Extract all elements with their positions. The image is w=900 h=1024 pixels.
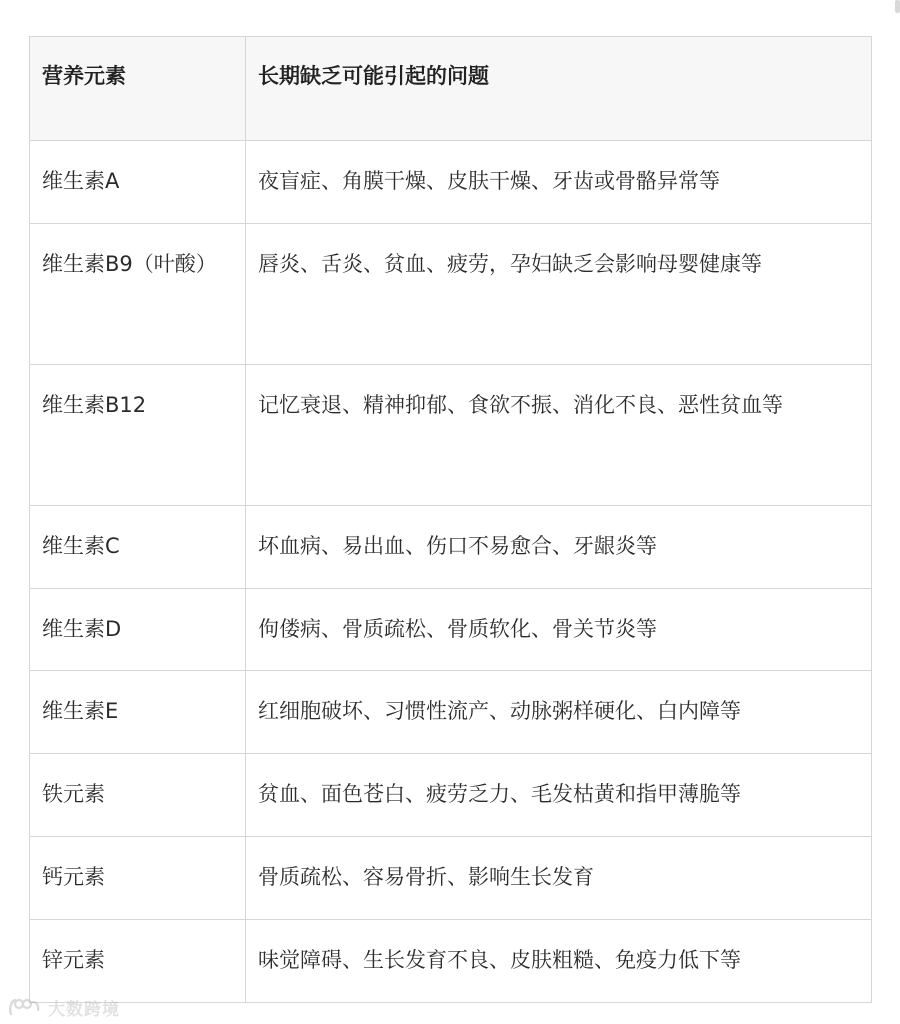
nutrient-cell: 维生素B12 [30, 365, 246, 506]
nutrient-cell: 锌元素 [30, 920, 246, 1003]
scrollbar-thumb[interactable] [895, 0, 900, 13]
problems-cell: 佝偻病、骨质疏松、骨质软化、骨关节炎等 [246, 589, 872, 671]
nutrient-cell: 维生素C [30, 506, 246, 589]
nutrient-deficiency-table [29, 36, 872, 1003]
problems-cell: 唇炎、舌炎、贫血、疲劳，孕妇缺乏会影响母婴健康等 [246, 224, 872, 365]
table-row [30, 837, 872, 920]
table-row [30, 141, 872, 224]
watermark-text: 大数跨境 [48, 999, 120, 1020]
table-row [30, 671, 872, 754]
problems-cell: 夜盲症、角膜干燥、皮肤干燥、牙齿或骨骼异常等 [246, 141, 872, 224]
table-header-row [30, 37, 872, 141]
problems-cell: 味觉障碍、生长发育不良、皮肤粗糙、免疫力低下等 [246, 920, 872, 1003]
nutrient-cell: 维生素B9（叶酸） [30, 224, 246, 365]
table-row [30, 224, 872, 365]
logo-icon [8, 996, 42, 1018]
problems-cell: 红细胞破坏、习惯性流产、动脉粥样硬化、白内障等 [246, 671, 872, 754]
table-row [30, 754, 872, 837]
nutrient-cell: 维生素E [30, 671, 246, 754]
table-row [30, 365, 872, 506]
problems-cell: 记忆衰退、精神抑郁、食欲不振、消化不良、恶性贫血等 [246, 365, 872, 506]
header-problems: 长期缺乏可能引起的问题 [246, 37, 872, 141]
problems-cell: 骨质疏松、容易骨折、影响生长发育 [246, 837, 872, 920]
header-nutrient: 营养元素 [30, 37, 246, 141]
table-row [30, 920, 872, 1003]
nutrient-cell: 铁元素 [30, 754, 246, 837]
watermark [8, 994, 120, 1020]
problems-cell: 坏血病、易出血、伤口不易愈合、牙龈炎等 [246, 506, 872, 589]
table-row [30, 589, 872, 671]
nutrient-cell: 维生素D [30, 589, 246, 671]
table-row [30, 506, 872, 589]
nutrient-cell: 维生素A [30, 141, 246, 224]
nutrient-cell: 钙元素 [30, 837, 246, 920]
problems-cell: 贫血、面色苍白、疲劳乏力、毛发枯黄和指甲薄脆等 [246, 754, 872, 837]
